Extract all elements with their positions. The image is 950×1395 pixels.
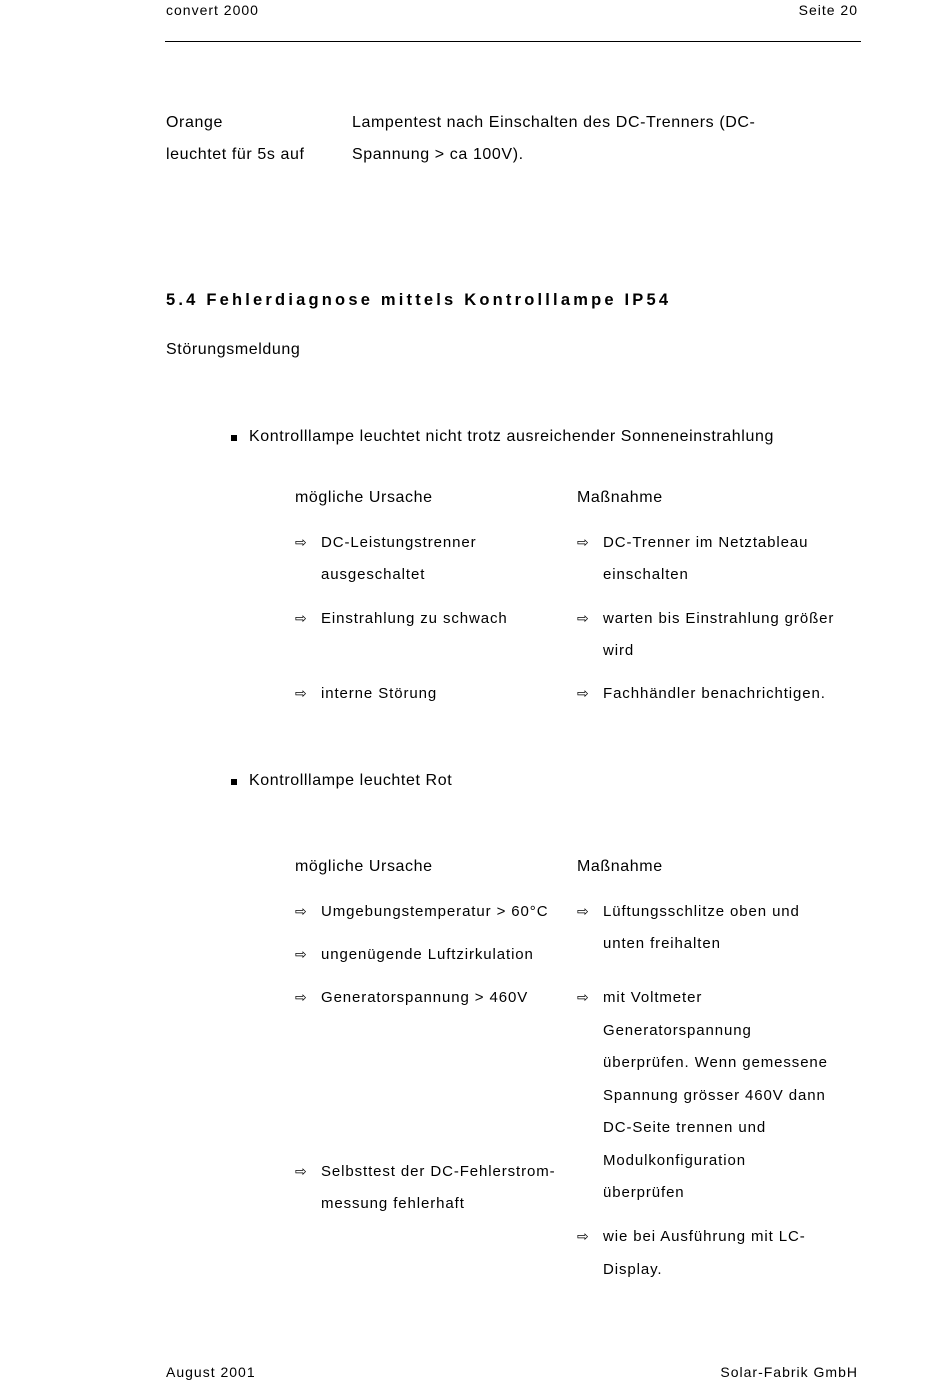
arrow-right-icon: ⇨ [295, 1164, 307, 1180]
case1-cause1-line1: DC-Leistungstrenner [321, 534, 477, 551]
case1-action1-line1: DC-Trenner im Netztableau [603, 534, 809, 551]
case2-action2-line3: überprüfen. Wenn gemessene [603, 1054, 828, 1071]
case1-action2-line2: wird [603, 642, 635, 659]
case2-header-cause: mögliche Ursache [295, 858, 433, 875]
case2-action2-line7: überprüfen [603, 1184, 685, 1201]
case2-bullet-text: Kontrolllampe leuchtet Rot [249, 772, 453, 789]
arrow-right-icon: ⇨ [295, 535, 307, 551]
case1-action2-line1: warten bis Einstrahlung größer [603, 610, 835, 627]
top-table-col2-line2: Spannung > ca 100V). [352, 146, 524, 163]
bullet-square-icon [231, 435, 237, 441]
arrow-right-icon: ⇨ [577, 904, 589, 920]
arrow-right-icon: ⇨ [577, 535, 589, 551]
header-left: convert 2000 [166, 2, 259, 18]
header-rule [165, 41, 861, 42]
arrow-right-icon: ⇨ [577, 990, 589, 1006]
case2-header-action: Maßnahme [577, 858, 663, 875]
footer-right: Solar-Fabrik GmbH [720, 1364, 858, 1380]
arrow-right-icon: ⇨ [295, 611, 307, 627]
case1-action3-line1: Fachhändler benachrichtigen. [603, 685, 826, 702]
arrow-right-icon: ⇨ [295, 686, 307, 702]
case2-action1-line1: Lüftungsschlitze oben und [603, 903, 800, 920]
case2-cause2-line1: ungenügende Luftzirkulation [321, 946, 534, 963]
case1-header-action: Maßnahme [577, 489, 663, 506]
case2-cause4-line1: Selbsttest der DC-Fehlerstrom- [321, 1163, 556, 1180]
case2-action3-line2: Display. [603, 1261, 663, 1278]
case2-action2-line5: DC-Seite trennen und [603, 1119, 767, 1136]
arrow-right-icon: ⇨ [295, 947, 307, 963]
bullet-square-icon [231, 779, 237, 785]
footer-left: August 2001 [166, 1364, 256, 1380]
arrow-right-icon: ⇨ [577, 686, 589, 702]
section-subtitle: Störungsmeldung [166, 341, 301, 358]
top-table-col1-line2: leuchtet für 5s auf [166, 146, 305, 163]
arrow-right-icon: ⇨ [295, 904, 307, 920]
case1-cause1-line2: ausgeschaltet [321, 566, 426, 583]
case2-action1-line2: unten freihalten [603, 935, 721, 952]
case1-cause3-line1: interne Störung [321, 685, 438, 702]
top-table-col1-line1: Orange [166, 114, 223, 131]
case2-action2-line4: Spannung grösser 460V dann [603, 1087, 826, 1104]
arrow-right-icon: ⇨ [577, 1229, 589, 1245]
arrow-right-icon: ⇨ [577, 611, 589, 627]
arrow-right-icon: ⇨ [295, 990, 307, 1006]
header-right: Seite 20 [798, 2, 858, 18]
case1-bullet-text: Kontrolllampe leuchtet nicht trotz ausreichender Sonneneinstrahlung [249, 428, 774, 445]
case2-cause4-line2: messung fehlerhaft [321, 1195, 465, 1212]
top-table-col2-line1: Lampentest nach Einschalten des DC-Trenners (DC- [352, 114, 756, 131]
case2-action3-line1: wie bei Ausführung mit LC- [603, 1228, 806, 1245]
case2-cause1-line1: Umgebungstemperatur > 60°C [321, 903, 549, 920]
case2-action2-line2: Generatorspannung [603, 1022, 752, 1039]
case2-action2-line6: Modulkonfiguration [603, 1152, 746, 1169]
case1-cause2-line1: Einstrahlung zu schwach [321, 610, 508, 627]
section-title: 5.4 Fehlerdiagnose mittels Kontrolllampe IP54 [166, 291, 672, 309]
case2-action2-line1: mit Voltmeter [603, 989, 703, 1006]
case2-cause3-line1: Generatorspannung > 460V [321, 989, 529, 1006]
case1-header-cause: mögliche Ursache [295, 489, 433, 506]
case1-action1-line2: einschalten [603, 566, 689, 583]
